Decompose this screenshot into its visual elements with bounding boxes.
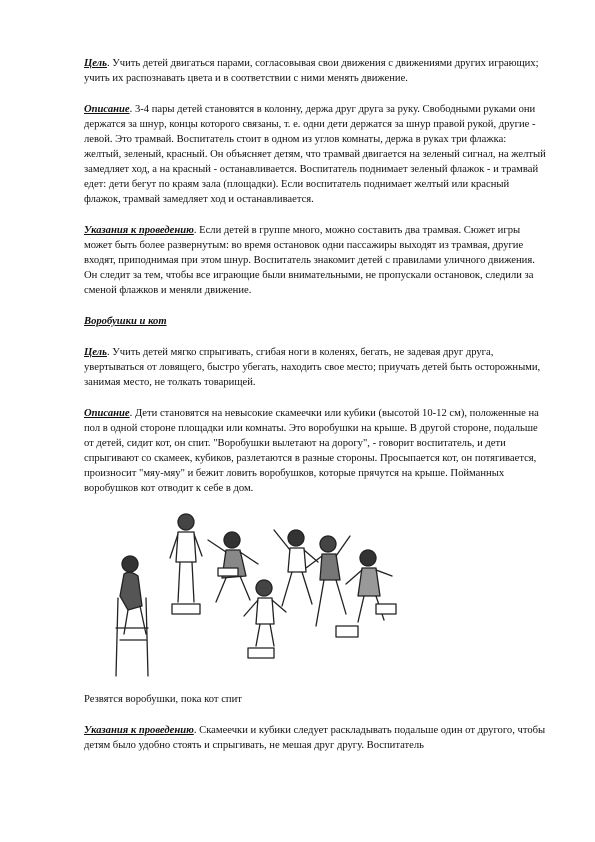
child-on-box-1	[170, 514, 202, 614]
tips-text: . Если детей в группе много, можно составить два трамвая. Сюжет игры может быть более развернутым: во время остановок одни пассажиры выходят из трамвая, другие входят, приподнимая при этом шнур. Воспитатель знакомит детей с правилами уличного движения. Он следит за тем, чтобы все играющие были внимательными, не пропускали остановок, следили за сменой флажков и меняли движение.	[84, 225, 535, 296]
goal-text: . Учить детей мягко спрыгивать, сгибая ноги в коленях, бегать, не задевая друг друга, увертываться от ловящего, быстро убегать, находить свое место; приучать детей быть осторожными, занимая место, не толкать товарищей.	[84, 347, 541, 388]
child-jumping	[208, 532, 258, 602]
game2-title: Воробушки и кот	[84, 316, 167, 327]
description-label: Описание	[84, 104, 130, 115]
description-text: . Дети становятся на невысокие скамеечки или кубики (высотой 10-12 см), положенные на пол в одной стороне площадки или комнаты. Это воробушки на крыше. В другой стороне, подальше от детей, сидит кот, он спит. "Воробушки вылетают на дорогу", - говорит воспитатель, и дети спрыгивают со скамеек, кубиков, разлетаются в разные стороны. Просыпается кот, он потягивается, произносит "мяу-мяу" и бежит ловить воробушков, которые прячутся на крыше. Пойманных воробушков кот отводит к себе в дом.	[84, 408, 539, 494]
game1-description-paragraph	[84, 102, 546, 207]
game2-description-paragraph	[84, 406, 546, 496]
goal-label: Цель	[84, 58, 107, 69]
tips-text: . Скамеечки и кубики следует раскладывать подальше один от другого, чтобы детям было удобно стоять и спрыгивать, не мешая друг другу. Воспитатель	[84, 725, 546, 751]
illustration-children-playing	[106, 506, 406, 680]
box	[336, 626, 358, 637]
game2-tips-paragraph	[84, 723, 546, 753]
goal-text: . Учить детей двигаться парами, согласовывая свои движения с движениями других играющих; учить их распознавать цвета и в соответствии с ними менять движение.	[84, 58, 539, 84]
illustration-caption: Резвятся воробушки, пока кот спит	[84, 694, 242, 705]
description-label: Описание	[84, 408, 130, 419]
cat-on-chair-figure	[116, 556, 148, 676]
child-running	[306, 536, 350, 626]
description-text: . 3-4 пары детей становятся в колонну, держа друг друга за руку. Свободными руками они держатся за шнур, концы которого связаны, т. е. одни дети держатся за шнур правой рукой, другие - левой. Это трамвай. Воспитатель стоит в одном из углов комнаты, держа в руках три флажка: желтый, зеленый, красный. Он объясняет детям, что трамвай двигается на зеленый сигнал, на желтый замедляет ход, а на красный - останавливается. Воспитатель поднимает зеленый флажок - и трамвай едет: дети бегут по краям зала (площадки). Если воспитатель поднимает желтый или красный флажок, трамвай замедляет ход и останавливается.	[84, 104, 546, 205]
tips-label: Указания к проведению	[84, 225, 194, 236]
game2-goal-paragraph	[84, 345, 546, 390]
document-page	[84, 56, 546, 753]
box	[376, 604, 396, 614]
child-arms-raised	[274, 530, 318, 606]
tips-label: Указания к проведению	[84, 725, 194, 736]
child-on-box-2	[244, 580, 286, 658]
game1-tips-paragraph	[84, 223, 546, 298]
game1-goal-paragraph	[84, 56, 546, 86]
goal-label: Цель	[84, 347, 107, 358]
